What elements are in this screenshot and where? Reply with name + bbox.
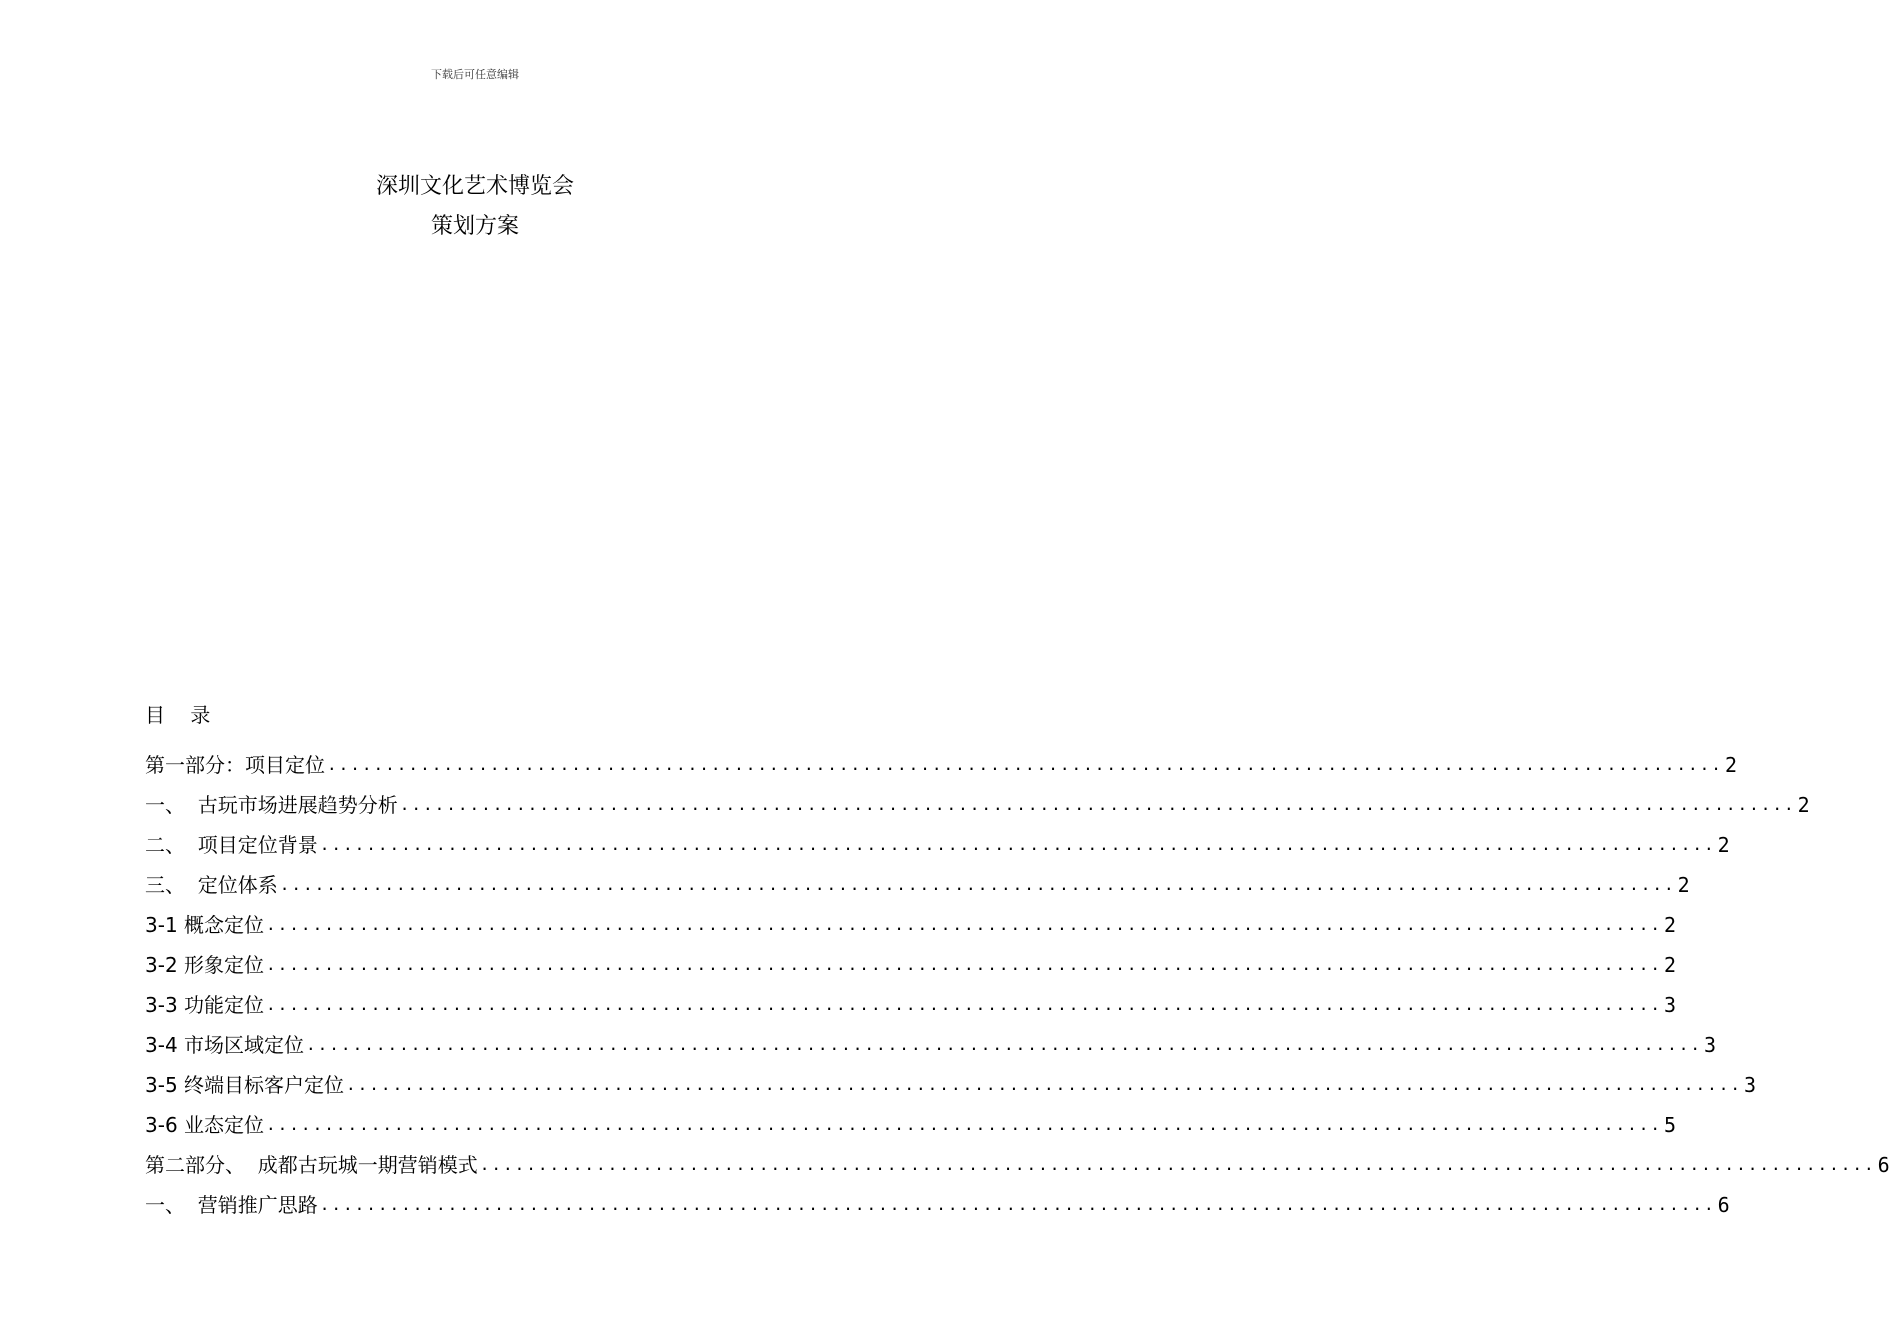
page-header-note: 下载后可任意编辑 (431, 68, 519, 81)
document-title: 深圳文化艺术博览会 (375, 174, 574, 199)
toc-entry-page: 2 (1797, 793, 1810, 817)
toc-entry-label: 二、 项目定位背景 (145, 833, 318, 857)
toc-entry-label: 3-3 功能定位 (145, 993, 265, 1017)
toc-entry-label: 3-1 概念定位 (145, 913, 265, 937)
toc-entry-page: 2 (1663, 953, 1677, 977)
toc-entry[interactable] (145, 980, 1677, 1020)
toc-entry-label: 一、 古玩市场进展趋势分析 (145, 793, 398, 817)
toc-dot-leader: ........................................................................................................................ (306, 1035, 1702, 1054)
toc-entry-label: 3-6 业态定位 (145, 1113, 265, 1137)
toc-entry[interactable] (145, 900, 1677, 940)
toc-entry-page: 6 (1717, 1193, 1730, 1217)
toc-entry-label: 一、 营销推广思路 (145, 1193, 318, 1217)
toc-dot-leader: ........................................................................................................................ (319, 835, 1716, 854)
toc-entry-page: 6 (1877, 1153, 1890, 1177)
toc-entry-label: 3-2 形象定位 (145, 953, 265, 977)
toc-entry[interactable] (145, 780, 1810, 820)
toc-entry-label: 3-5 终端目标客户定位 (145, 1073, 345, 1097)
toc-entry-page: 2 (1717, 833, 1730, 857)
document-subtitle: 策划方案 (430, 214, 519, 239)
toc-entry[interactable] (145, 1020, 1717, 1060)
toc-entry[interactable] (145, 860, 1690, 900)
toc-dot-leader: ........................................................................................................................ (399, 795, 1796, 814)
toc-entry-label: 第一部分：项目定位 (145, 753, 325, 777)
toc-entry[interactable] (145, 820, 1730, 860)
toc-dot-leader: ........................................................................................................................ (327, 755, 1723, 774)
toc-entry-page: 3 (1663, 993, 1677, 1017)
toc-entry-label: 3-4 市场区域定位 (145, 1033, 305, 1057)
toc-entry[interactable] (145, 740, 1737, 780)
toc-entry-page: 2 (1663, 913, 1677, 937)
toc-dot-leader: ........................................................................................................................ (479, 1155, 1876, 1174)
toc-entry-label: 三、 定位体系 (145, 873, 278, 897)
toc-entry-page: 5 (1663, 1113, 1677, 1137)
toc-entry[interactable] (145, 1140, 1890, 1180)
toc-entry[interactable] (145, 1060, 1757, 1100)
toc-entry-page: 3 (1743, 1073, 1757, 1097)
toc-entry[interactable] (145, 1180, 1730, 1220)
toc-dot-leader: ........................................................................................................................ (266, 1115, 1662, 1134)
toc-dot-leader: ........................................................................................................................ (266, 995, 1662, 1014)
toc-dot-leader: ........................................................................................................................ (266, 955, 1662, 974)
toc-entry-page: 3 (1703, 1033, 1717, 1057)
toc-list (145, 740, 1890, 1220)
toc-entry[interactable] (145, 1100, 1677, 1140)
toc-dot-leader: ........................................................................................................................ (279, 875, 1676, 894)
toc-entry-page: 2 (1724, 753, 1737, 777)
table-of-contents (145, 700, 1890, 1220)
toc-entry-label: 第二部分、 成都古玩城一期营销模式 (145, 1153, 478, 1177)
toc-dot-leader: ........................................................................................................................ (319, 1195, 1716, 1214)
toc-heading: 目 录 (145, 703, 211, 727)
toc-entry-page: 2 (1677, 873, 1690, 897)
toc-dot-leader: ........................................................................................................................ (266, 915, 1662, 934)
toc-entry[interactable] (145, 940, 1677, 980)
toc-dot-leader: ........................................................................................................................ (346, 1075, 1742, 1094)
